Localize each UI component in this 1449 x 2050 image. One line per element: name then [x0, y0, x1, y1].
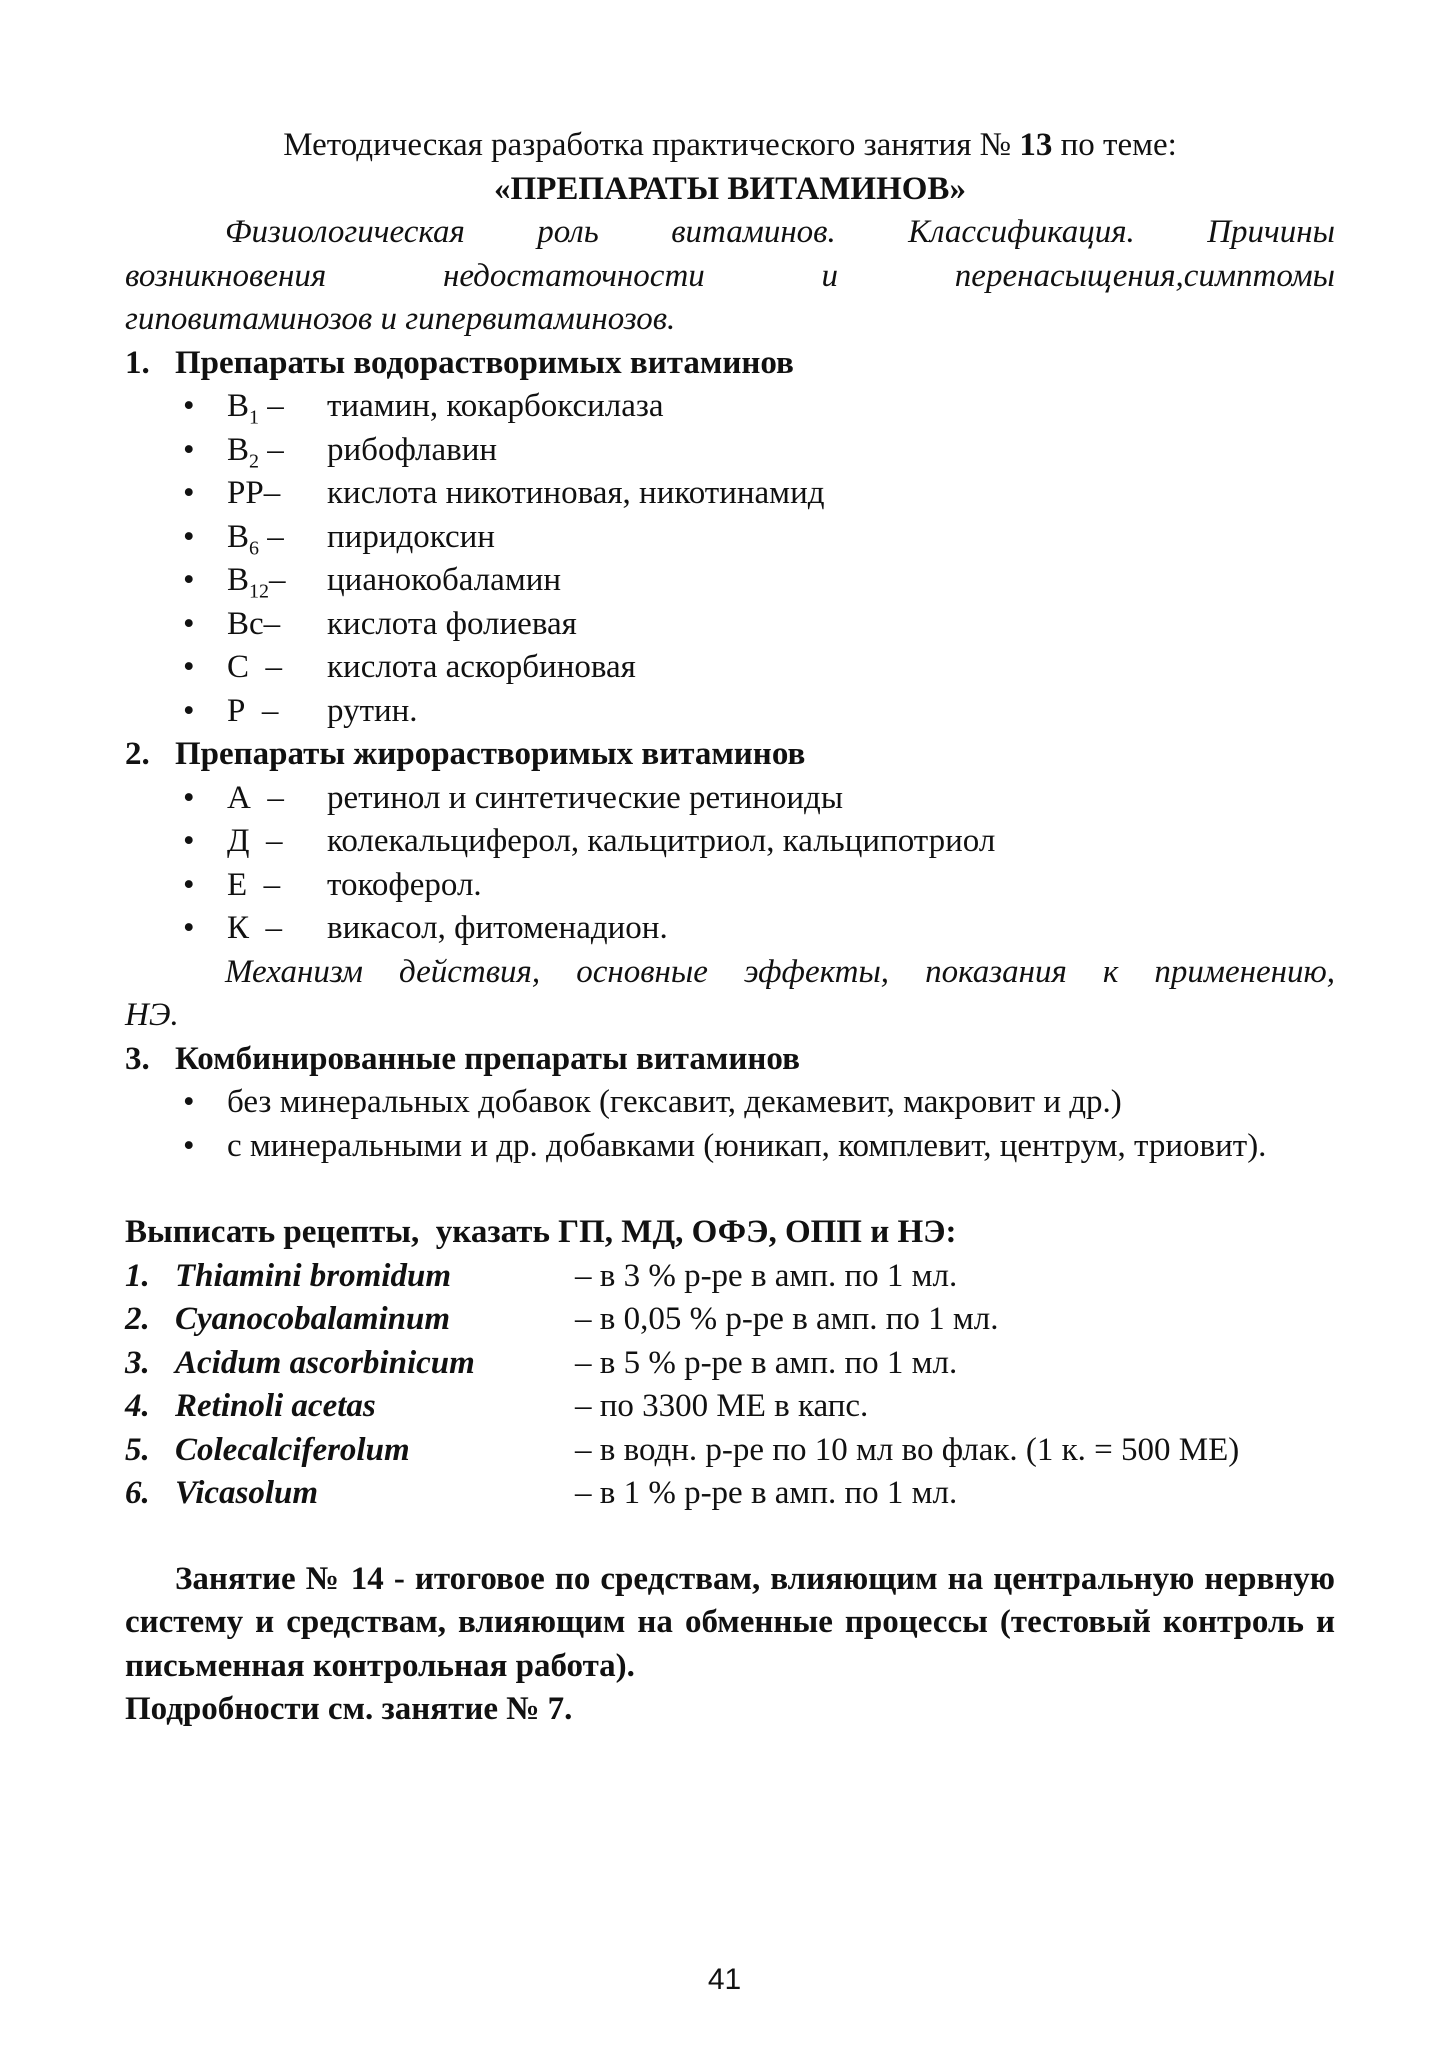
recipes-heading: Выписать рецепты, указать ГП, МД, ОФЭ, ОПП и НЭ:: [125, 1214, 957, 1250]
vitamin-code: Е –: [227, 866, 281, 903]
recipe-item: [125, 1472, 1335, 1516]
intro-paragraph: [125, 211, 1335, 342]
vitamin-desc: цианокобаламин: [327, 562, 562, 598]
recipe-drug: Colecalciferolum: [175, 1431, 410, 1468]
vitamin-code: $B_{12}-$: [227, 562, 286, 603]
vitamin-desc: кислота аскорбиновая: [327, 649, 636, 685]
vitamin-code: C –: [227, 649, 283, 685]
vitamin-desc: викасол, фитоменадион.: [327, 910, 668, 946]
page-number: 41: [707, 1963, 742, 1996]
vitamin-code: $B_6$ –: [227, 518, 284, 560]
section-title: Препараты жирорастворимых витаминов: [175, 736, 806, 772]
recipe-item: [125, 1342, 1335, 1386]
final-note-last-line: Подробности см. занятие № 7.: [125, 1691, 573, 1727]
recipe-form: – в 5 % р-ре в амп. по 1 мл.: [575, 1344, 958, 1381]
note-line: НЭ.: [125, 997, 179, 1033]
bullet-icon: •: [183, 388, 195, 424]
vitamin-code: P –: [227, 692, 279, 729]
recipe-item: [125, 1429, 1335, 1473]
section-number: 1.: [125, 344, 150, 381]
page-title: «ПРЕПАРАТЫ ВИТАМИНОВ»: [494, 170, 966, 207]
list-item: [175, 907, 1335, 951]
list-item: [175, 516, 1335, 560]
recipe-form: – по 3300 МЕ в капс.: [575, 1388, 869, 1424]
lesson-number: 13: [1019, 127, 1053, 163]
recipe-number: 5.: [125, 1431, 150, 1468]
list-item: [175, 864, 1335, 908]
bullet-icon: •: [183, 605, 195, 642]
list-item: [175, 429, 1335, 473]
vitamin-desc: кислота никотиновая, никотинамид: [327, 475, 825, 511]
bullet-icon: •: [183, 1084, 195, 1120]
list-item: [175, 1125, 1335, 1169]
bullet-icon: •: [183, 866, 195, 903]
recipe-number: 3.: [125, 1344, 150, 1381]
section-number: 3.: [125, 1040, 150, 1077]
final-note: Занятие № 14 - итоговое по средствам, влияющим на центральную нервную систему и средствам, влияющим на обменные процессы (тестовый контроль и письменная контрольная работа).: [125, 1560, 1335, 1684]
bullet-icon: •: [183, 475, 195, 511]
list-item: [175, 603, 1335, 647]
list-item: [175, 472, 1335, 516]
vitamin-code: $B_1$ –: [227, 388, 284, 429]
section-heading: [125, 733, 1335, 777]
vitamin-desc: колекальциферол, кальцитриол, кальципотриол: [327, 823, 996, 859]
combined-list: [125, 1081, 1335, 1168]
recipe-item: [125, 1255, 1335, 1299]
list-item: [175, 646, 1335, 690]
section-title: Препараты водорастворимых витаминов: [175, 344, 794, 381]
intro-line: гиповитаминозов и гипервитаминозов.: [125, 301, 676, 337]
vitamin-code: Д –: [227, 823, 283, 859]
recipe-number: 4.: [125, 1388, 150, 1424]
recipe-form: – в 0,05 % р-ре в амп. по 1 мл.: [575, 1301, 999, 1337]
recipe-number: 2.: [125, 1301, 150, 1337]
recipe-drug: Acidum ascorbinicum: [175, 1344, 475, 1381]
header-line: [125, 124, 1335, 168]
list-item: [175, 690, 1335, 734]
bullet-icon: •: [183, 562, 195, 598]
vitamin-code: А –: [227, 779, 284, 816]
vitamin-desc: рибофлавин: [327, 431, 498, 468]
vitamin-desc: тиамин, кокарбоксилаза: [327, 388, 664, 424]
vitamin-desc: ретинол и синтетические ретиноиды: [327, 779, 844, 816]
recipe-form: – в 3 % р-ре в амп. по 1 мл.: [575, 1257, 958, 1294]
header-prefix: Методическая разработка практического занятия №: [283, 127, 1020, 163]
document-page: [125, 124, 1335, 1732]
list-item: [175, 777, 1335, 821]
list-item: [175, 820, 1335, 864]
vitamin-code: Bc–: [227, 605, 281, 642]
recipe-number: 1.: [125, 1257, 150, 1294]
vitamin-list: [125, 777, 1335, 951]
bullet-icon: •: [183, 649, 195, 685]
recipes-list: [125, 1255, 1335, 1516]
vitamin-desc: рутин.: [327, 692, 418, 729]
bullet-icon: •: [183, 431, 195, 468]
list-item: [175, 559, 1335, 603]
recipe-item: [125, 1298, 1335, 1342]
section-heading: [125, 1038, 1335, 1082]
recipe-drug: Thiamini bromidum: [175, 1257, 451, 1294]
intro-line: Физиологическая роль витаминов. Классификация. Причины: [225, 214, 1335, 250]
recipe-form: – в 1 % р-ре в амп. по 1 мл.: [575, 1475, 958, 1511]
vitamin-code: $B_2$ –: [227, 431, 284, 473]
recipe-number: 6.: [125, 1475, 150, 1511]
list-item: [175, 385, 1335, 429]
vitamin-desc: пиридоксин: [327, 518, 495, 555]
section-number: 2.: [125, 736, 150, 772]
vitamin-desc: кислота фолиевая: [327, 605, 577, 642]
vitamin-list: [125, 385, 1335, 733]
list-item-text: с минеральными и др. добавками (юникап, комплевит, центрум, триовит).: [227, 1127, 1267, 1164]
recipe-drug: Cyanocobalaminum: [175, 1301, 451, 1337]
recipe-item: [125, 1385, 1335, 1429]
section-title: Комбинированные препараты витаминов: [175, 1040, 800, 1077]
list-item: [175, 1081, 1335, 1125]
mechanism-note: [125, 951, 1335, 1038]
vitamin-code: К –: [227, 910, 283, 946]
intro-line: возникновения недостаточности и перенасыщения,симптомы: [125, 257, 1335, 294]
list-item-text: без минеральных добавок (гексавит, декамевит, макровит и др.): [227, 1084, 1122, 1120]
header-suffix: по теме:: [1052, 127, 1177, 163]
recipe-drug: Retinoli acetas: [175, 1388, 376, 1424]
bullet-icon: •: [183, 1127, 195, 1164]
vitamin-code: PP–: [227, 475, 281, 511]
vitamin-desc: токоферол.: [327, 866, 482, 903]
recipe-drug: Vicasolum: [175, 1475, 319, 1511]
recipe-form: – в водн. р-ре по 10 мл во флак. (1 к. = 500 МЕ): [575, 1431, 1240, 1468]
section-heading: [125, 342, 1335, 386]
bullet-icon: •: [183, 779, 195, 816]
bullet-icon: •: [183, 692, 195, 729]
note-line: Механизм действия, основные эффекты, показания к применению,: [225, 953, 1335, 990]
bullet-icon: •: [183, 518, 195, 555]
bullet-icon: •: [183, 910, 195, 946]
bullet-icon: •: [183, 823, 195, 859]
